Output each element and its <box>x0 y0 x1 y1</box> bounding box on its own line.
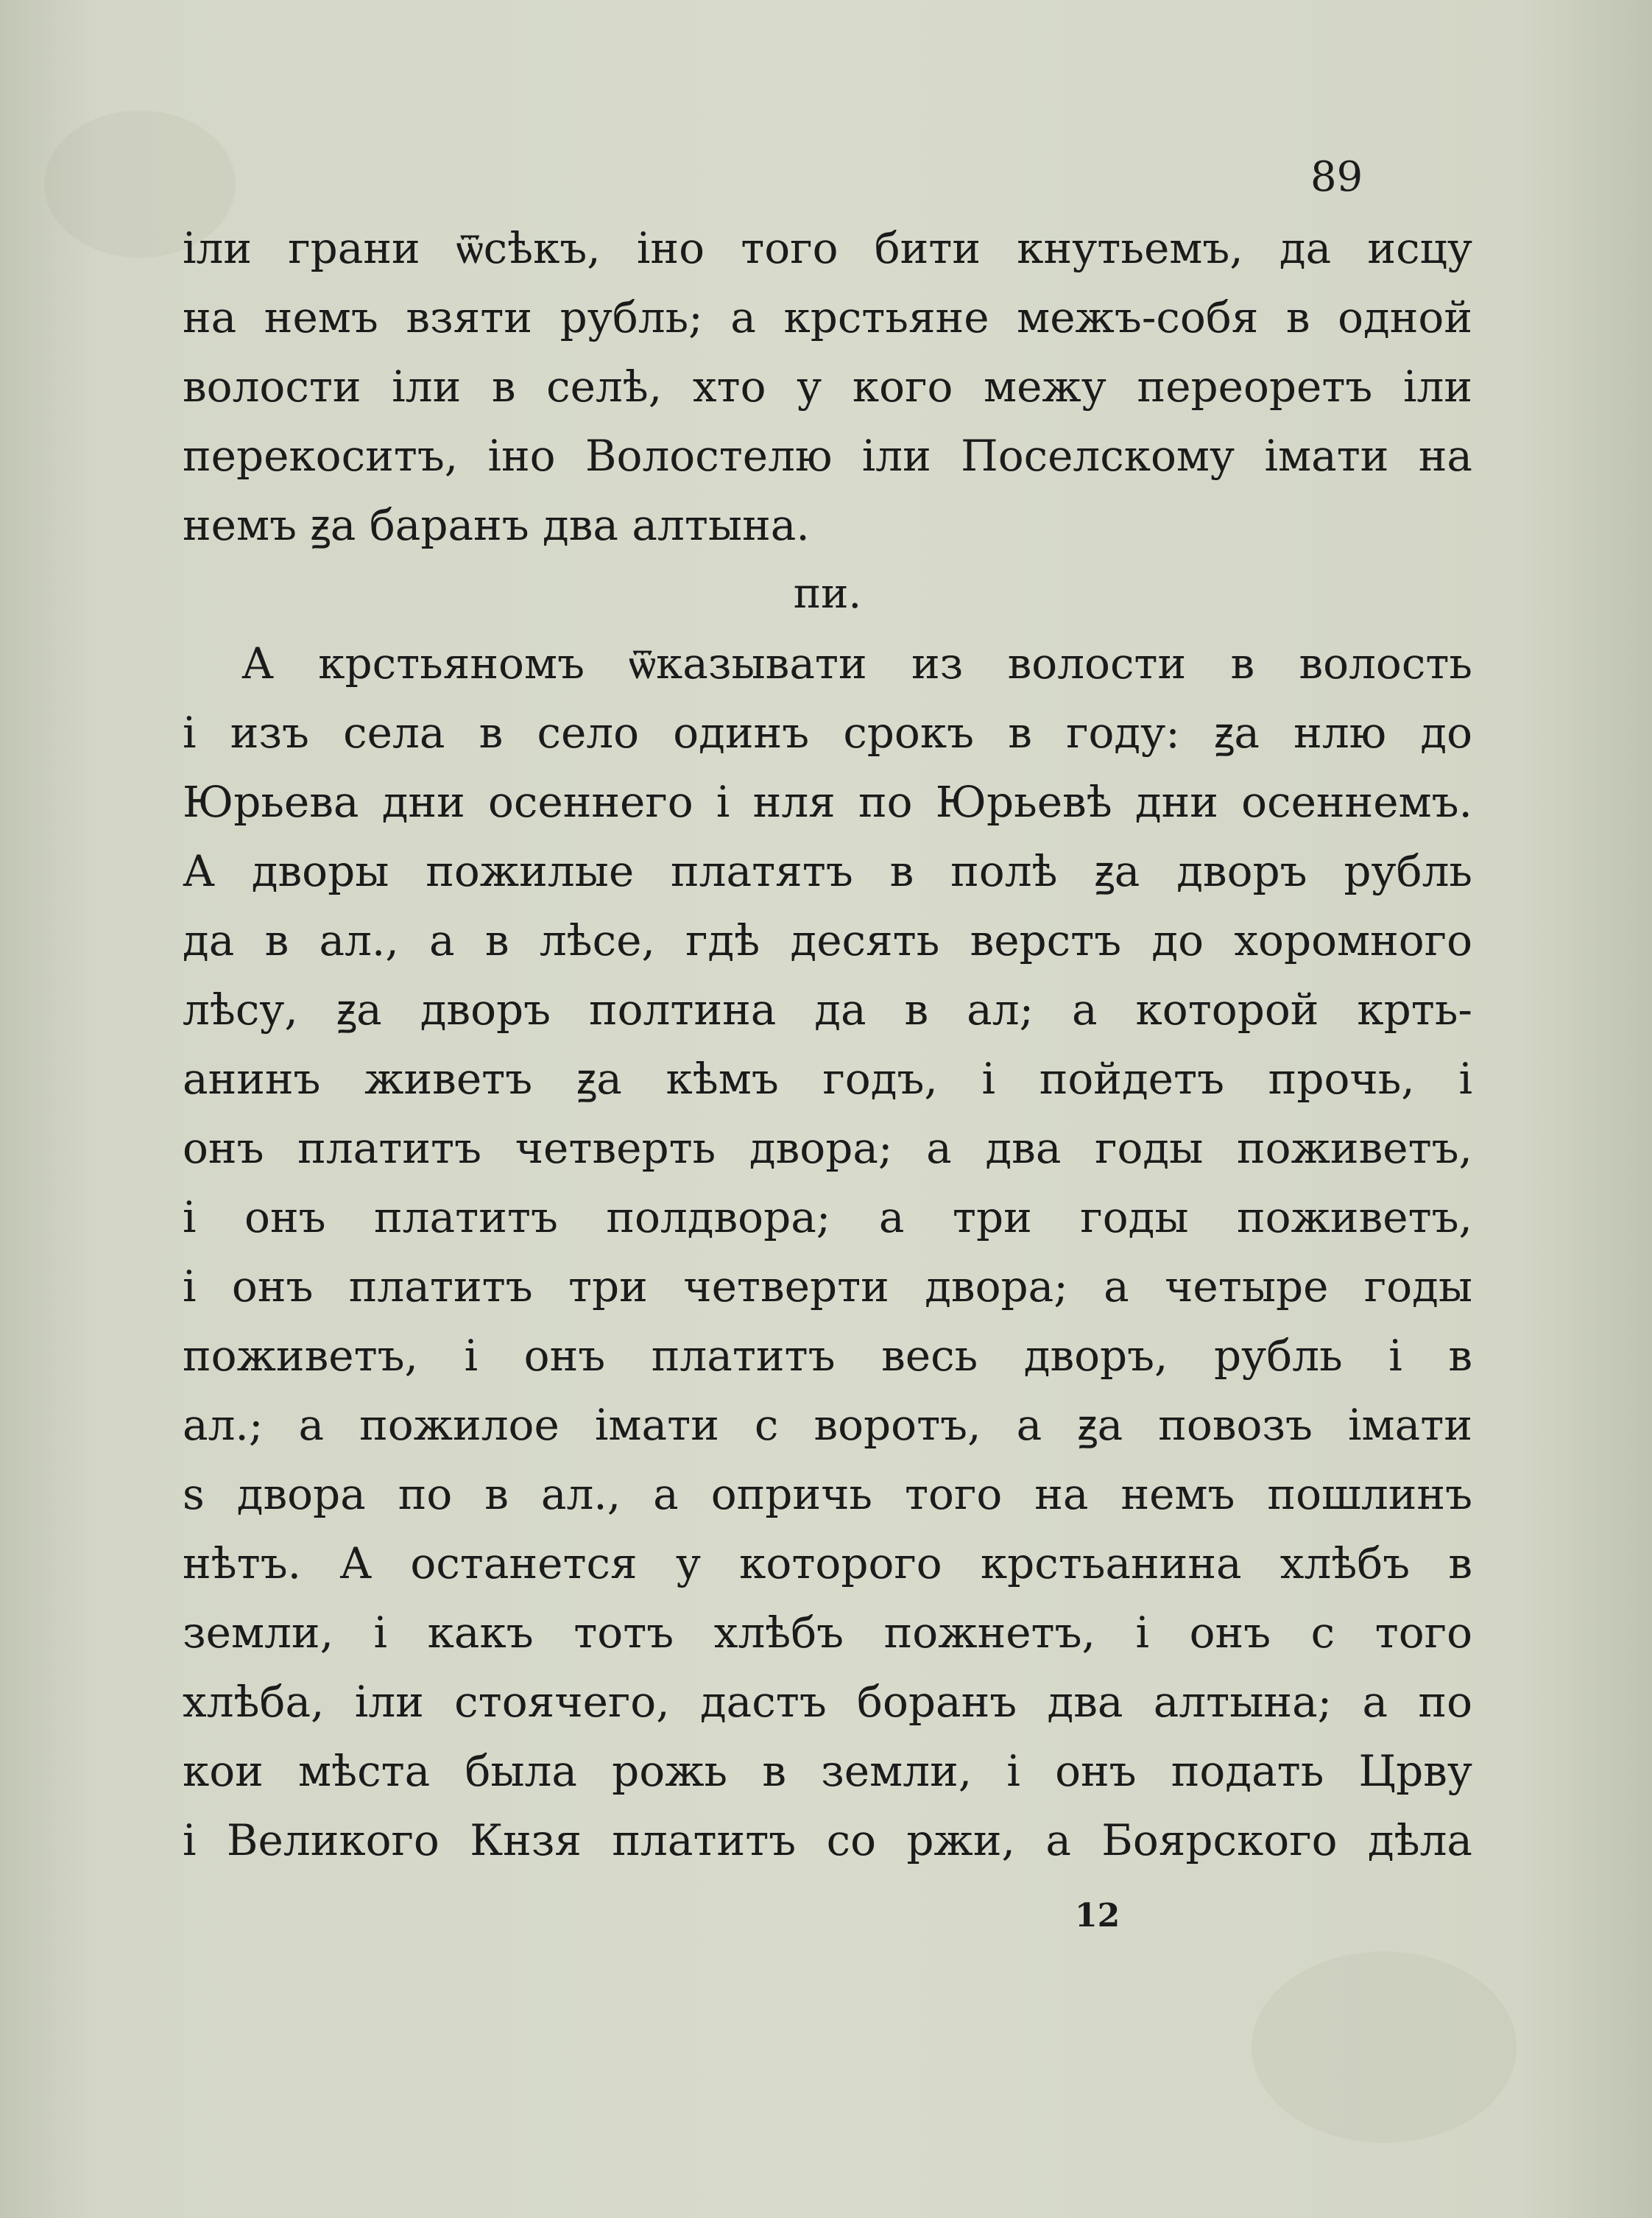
text-line: ѕ двора по в ал., а опричь того на немъ пошлинъ <box>183 1469 1472 1519</box>
text-line: земли, і какъ тотъ хлѣбъ пожнетъ, і онъ с того <box>183 1608 1472 1658</box>
text-line: да в ал., а в лѣсе, гдѣ десять верстъ до хоромного <box>183 915 1472 965</box>
text-line: хлѣба, іли стоячего, дастъ боранъ два алтына; а по <box>183 1677 1472 1727</box>
text-line: онъ платитъ четверть двора; а два годы поживетъ, <box>183 1123 1472 1173</box>
paper-stain <box>1252 1951 1517 2143</box>
text-line: нѣтъ. А останется у которого крстьанина хлѣбъ в <box>183 1538 1472 1588</box>
text-line: на немъ взяти рубль; а крстьяне межъ-собя в одной <box>183 292 1472 342</box>
page-text <box>183 214 1472 1875</box>
text-line: і онъ платитъ полдвора; а три годы поживетъ, <box>183 1192 1472 1242</box>
text-line: кои мѣста была рожь в земли, і онъ подать Црву <box>183 1746 1472 1796</box>
text-line: А дворы пожилые платятъ в полѣ ꙃа дворъ рубль <box>183 846 1472 896</box>
text-line: немъ ꙃа баранъ два алтына. <box>183 500 810 550</box>
text-line: Юрьева дни осеннего і нля по Юрьевѣ дни осеннемъ. <box>183 777 1472 827</box>
text-line: іли грани ѿсѣкъ, іно того бити кнутьемъ, да исцу <box>183 223 1472 273</box>
section-heading: пи. <box>793 570 862 618</box>
text-line: ал.; а пожилое імати с воротъ, а ꙃа повозъ імати <box>183 1400 1472 1450</box>
text-line: і изъ села в село одинъ срокъ в году: ꙃа нлю до <box>183 708 1472 758</box>
text-line: лѣсу, ꙃа дворъ полтина да в ал; а которой крть- <box>183 985 1472 1035</box>
page-number: 89 <box>1310 153 1363 201</box>
text-line: і онъ платитъ три четверти двора; а четыре годы <box>183 1261 1472 1312</box>
signature-mark: 12 <box>1075 1897 1120 1934</box>
text-line: волости іли в селѣ, хто у кого межу переоретъ іли <box>183 362 1472 412</box>
text-line: А крстьяномъ ѿказывати из волости в волость <box>241 638 1472 689</box>
text-line: анинъ живетъ ꙃа кѣмъ годъ, і пойдетъ прочь, і <box>183 1054 1472 1104</box>
text-line: і Великого Кнзя платитъ со ржи, а Боярского дѣла <box>183 1815 1472 1865</box>
text-line: перекоситъ, іно Волостелю іли Поселскому імати на <box>183 431 1472 481</box>
text-line: поживетъ, і онъ платитъ весь дворъ, рубль і в <box>183 1331 1472 1381</box>
